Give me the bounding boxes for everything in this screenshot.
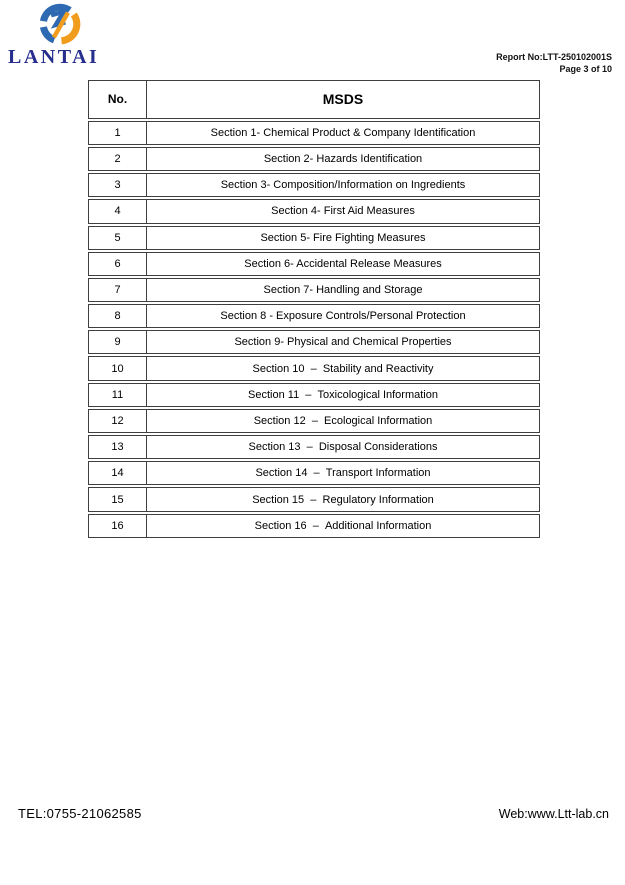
table-row [88,461,540,485]
table-row [88,278,540,302]
column-header-msds: MSDS [322,91,364,108]
row-number-cell: 12 [89,410,147,432]
msds-table [88,80,540,540]
row-title-cell: Section 12 – Ecological Information [253,414,433,427]
row-number-cell: 3 [89,174,147,196]
table-row [88,199,540,223]
table-row [88,383,540,407]
table-row [88,487,540,511]
report-info [496,52,612,75]
table-row [88,409,540,433]
row-number-cell: 5 [89,227,147,249]
row-title-cell: Section 10 – Stability and Reactivity [252,362,434,375]
table-row [88,226,540,250]
row-number-cell: 8 [89,305,147,327]
lantai-emblem-icon [28,2,92,48]
row-number-cell: 2 [89,148,147,170]
row-title-cell: Section 16 – Additional Information [254,519,432,532]
row-title-cell: Section 8 - Exposure Controls/Personal Protection [220,310,466,323]
table-row [88,330,540,354]
row-number-cell: 14 [89,462,147,484]
table-row [88,173,540,197]
table-row [88,147,540,171]
row-title-cell: Section 1- Chemical Product & Company Identification [210,126,476,139]
row-title-cell: Section 14 – Transport Information [255,467,431,480]
row-title-cell: Section 9- Physical and Chemical Properties [234,336,452,349]
table-row [88,514,540,538]
row-number-cell: 4 [89,200,147,222]
table-row [88,252,540,276]
column-header-no: No. [89,81,147,118]
table-row [88,435,540,459]
table-header-row [88,80,540,119]
report-number: Report No:LTT-250102001S [496,52,612,62]
table-row [88,121,540,145]
table-row [88,356,540,380]
footer-website: Web:www.Ltt-lab.cn [498,807,609,821]
row-title-cell: Section 4- First Aid Measures [271,205,415,218]
row-number-cell: 10 [89,357,147,379]
row-number-cell: 1 [89,122,147,144]
row-title-cell: Section 2- Hazards Identification [263,153,423,166]
row-number-cell: 7 [89,279,147,301]
table-body [88,121,540,538]
row-number-cell: 11 [89,384,147,406]
row-number-cell: 6 [89,253,147,275]
row-title-cell: Section 5- Fire Fighting Measures [260,231,426,244]
row-number-cell: 15 [89,488,147,510]
row-title-cell: Section 15 – Regulatory Information [252,493,434,506]
row-title-cell: Section 7- Handling and Storage [263,284,423,297]
row-title-cell: Section 6- Accidental Release Measures [244,257,442,270]
row-title-cell: Section 3- Composition/Information on Ingredients [220,179,466,192]
row-number-cell: 16 [89,515,147,537]
row-number-cell: 9 [89,331,147,353]
row-title-cell: Section 11 – Toxicological Information [248,388,438,401]
brand-wordmark: LANTAI [8,46,100,68]
row-number-cell: 13 [89,436,147,458]
footer-telephone: TEL:0755-21062585 [18,806,142,821]
row-title-cell: Section 13 – Disposal Considerations [248,441,438,454]
page-indicator: Page 3 of 10 [559,63,612,74]
table-row [88,304,540,328]
